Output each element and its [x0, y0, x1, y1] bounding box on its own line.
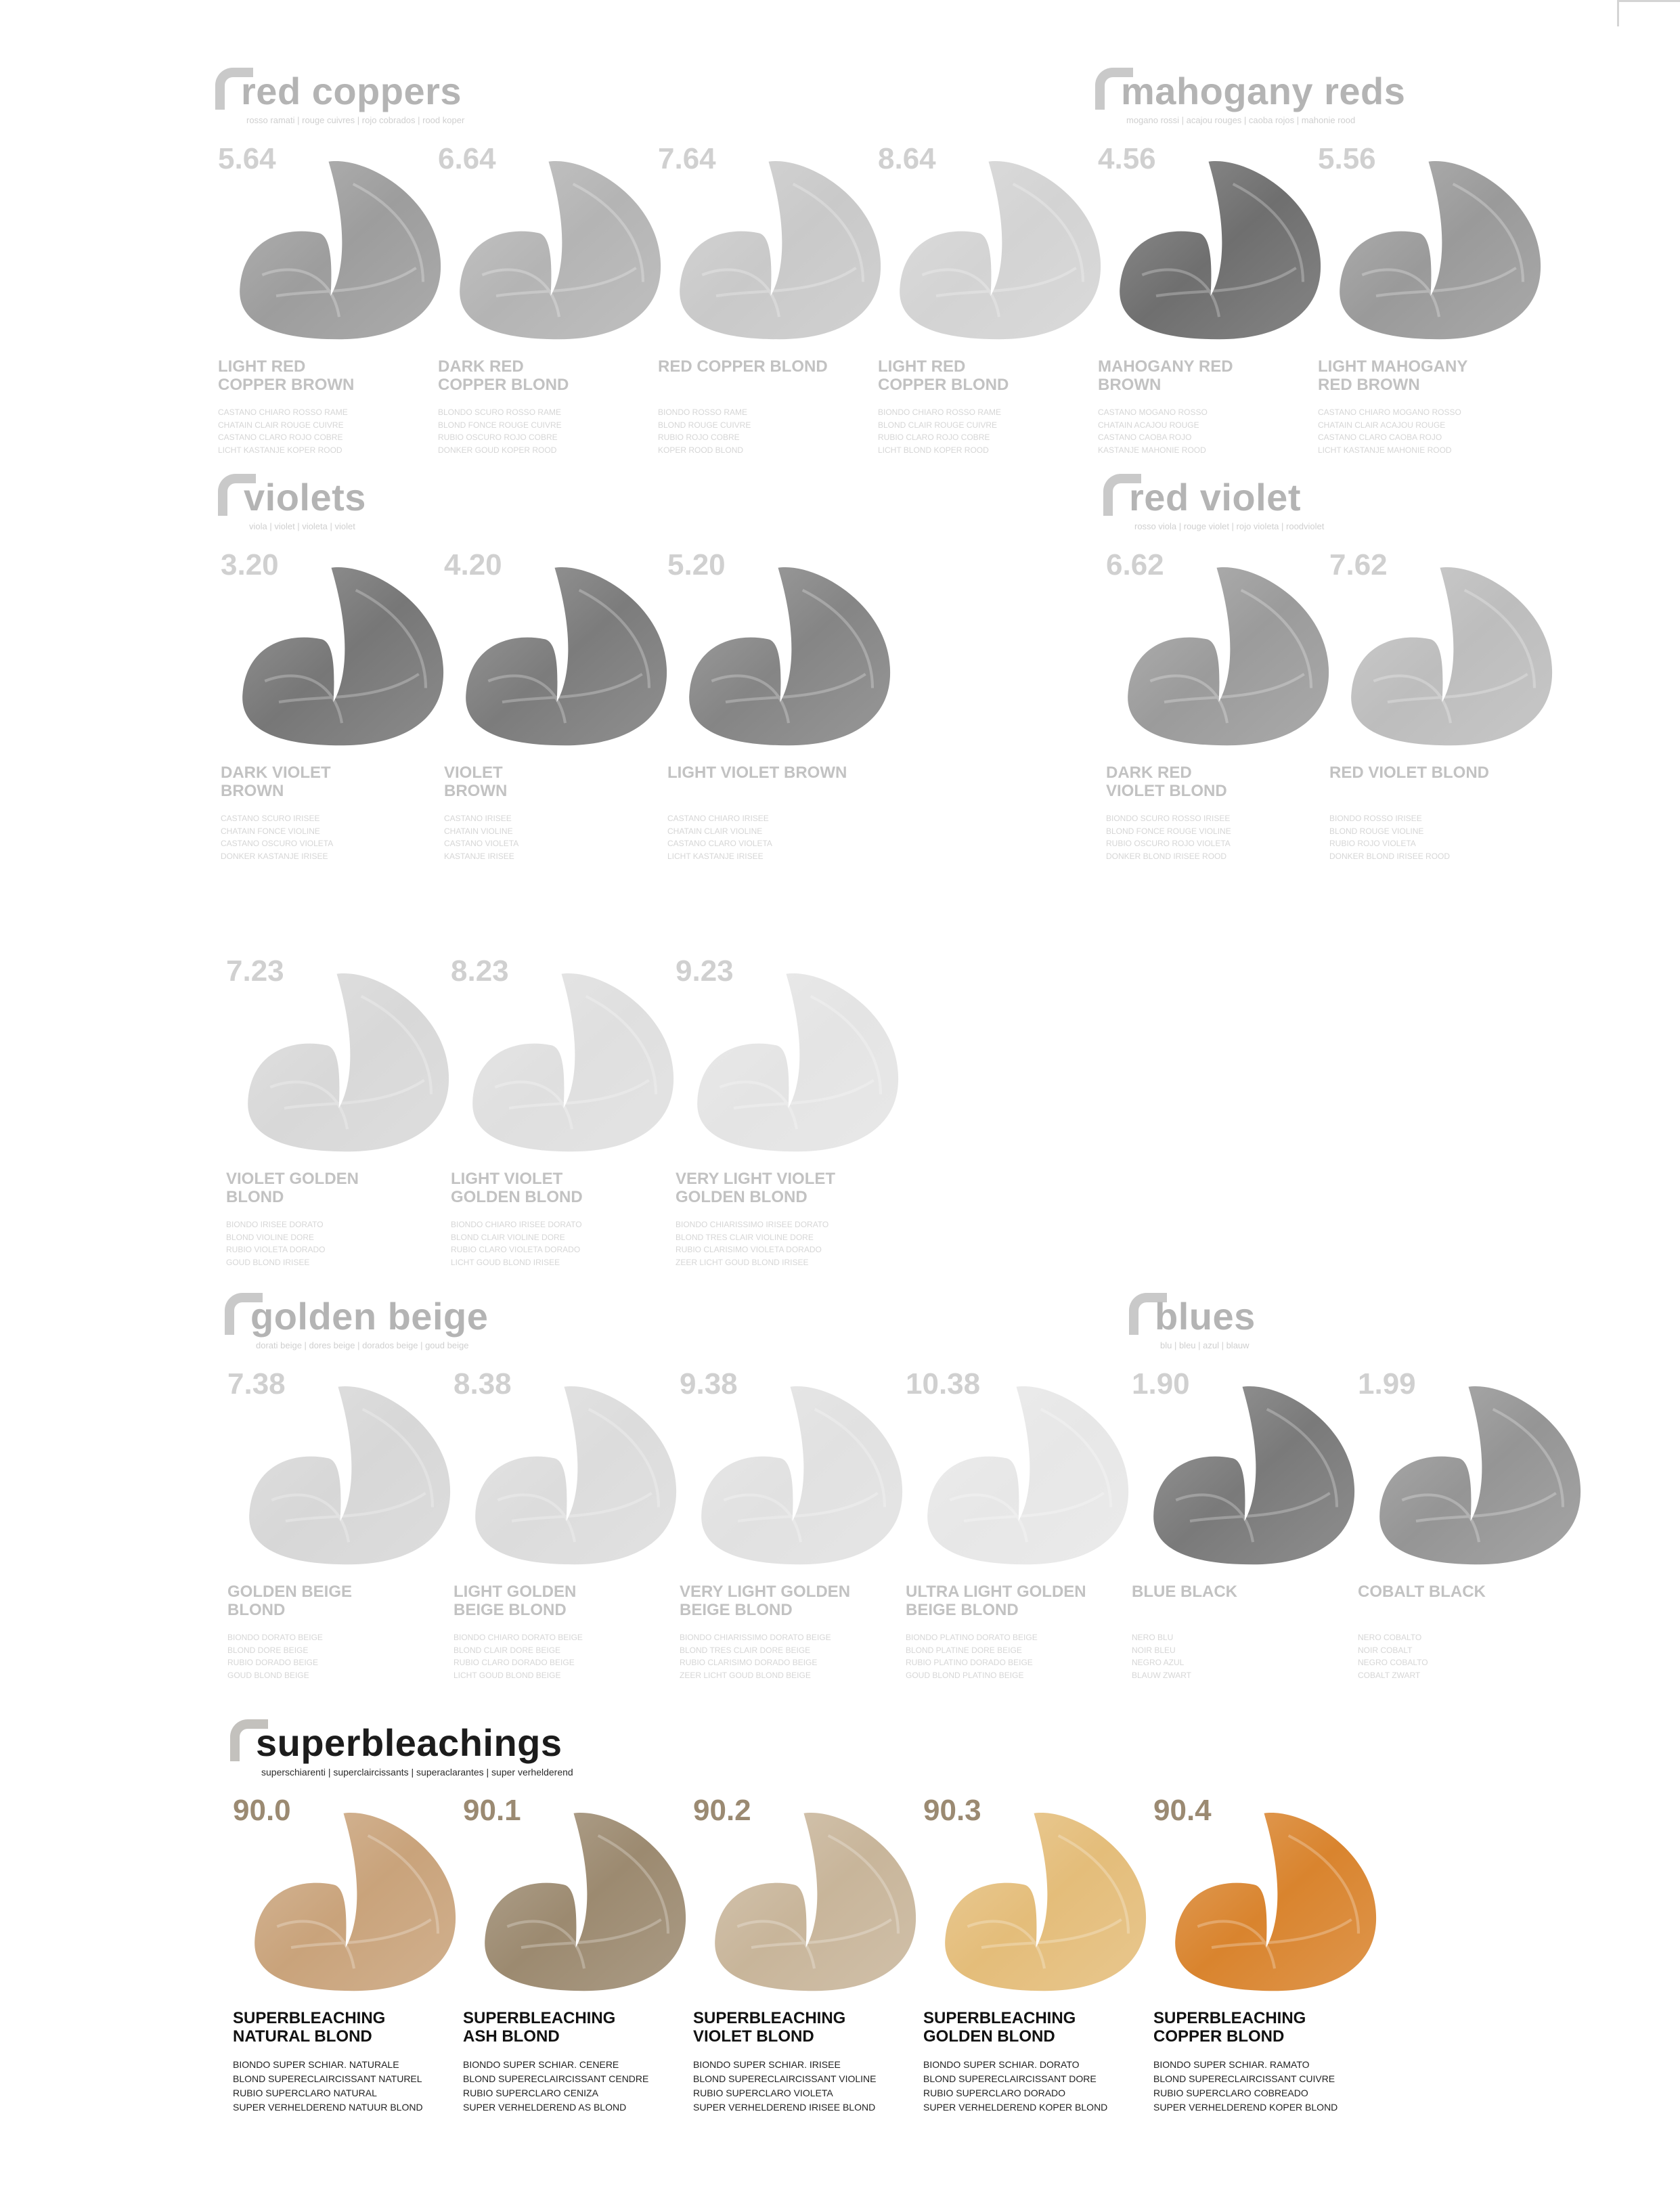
color-swatch: [451, 1367, 674, 1713]
shade-translations: [451, 1218, 667, 1269]
color-swatch: [441, 548, 665, 894]
hair-lock-icon: [237, 562, 447, 751]
shade-code: 90.0: [233, 1794, 291, 1827]
shade-translations: [1329, 812, 1546, 862]
translation-line: BLOND SUPERECLAIRCISSANT CENDRE: [463, 2073, 649, 2084]
hair-swatch-image: [940, 1807, 1149, 1997]
corner-crop-mark: [1617, 0, 1680, 26]
shade-code: 7.64: [658, 142, 716, 175]
translation-line: CASTANO CHIARO ROSSO RAME: [218, 407, 348, 417]
shade-name: COBALT BLACK: [1358, 1583, 1486, 1601]
shade-name: BLUE BLACK: [1132, 1583, 1237, 1601]
shade-translations: [1318, 406, 1534, 456]
translation-line: NOIR BLEU: [1132, 1645, 1176, 1655]
hair-swatch-image: [709, 1807, 919, 1997]
hair-swatch-image: [696, 1381, 906, 1570]
translation-line: BIONDO PLATINO DORATO BEIGE: [906, 1633, 1038, 1642]
shade-translations: [227, 1631, 444, 1681]
translation-line: BLAUW ZWART: [1132, 1670, 1192, 1680]
color-swatch: [215, 142, 439, 487]
hair-lock-icon: [1346, 562, 1555, 751]
translation-line: DONKER BLOND IRISEE ROOD: [1106, 851, 1227, 861]
translation-line: KOPER ROOD BLOND: [658, 445, 744, 455]
shade-name: VERY LIGHT GOLDEN BEIGE BLOND: [680, 1583, 851, 1619]
translation-line: BIONDO SUPER SCHIAR. DORATO: [923, 2059, 1080, 2070]
hair-swatch-image: [237, 562, 447, 751]
shade-translations: [463, 2058, 680, 2115]
shade-name: SUPERBLEACHING GOLDEN BLOND: [923, 2009, 1076, 2046]
color-swatch: [677, 1367, 900, 1713]
shade-name: DARK VIOLET BROWN: [221, 764, 331, 800]
shade-code: 6.62: [1106, 548, 1164, 581]
translation-line: BLOND VIOLINE DORE: [226, 1232, 315, 1242]
translation-line: BLOND PLATINE DORE BEIGE: [906, 1645, 1022, 1655]
translation-line: LICHT KASTANJE MAHONIE ROOD: [1318, 445, 1452, 455]
shade-translations: [1153, 2058, 1370, 2115]
shade-code: 7.38: [227, 1367, 286, 1400]
color-swatch: [1327, 548, 1550, 894]
translation-line: SUPER VERHELDEREND AS BLOND: [463, 2102, 627, 2113]
hair-lock-icon: [460, 562, 670, 751]
hair-lock-icon: [1148, 1381, 1358, 1570]
shade-translations: [438, 406, 655, 456]
shade-code: 3.20: [221, 548, 279, 581]
translation-line: LICHT GOUD BLOND BEIGE: [454, 1670, 561, 1680]
shade-code: 8.64: [878, 142, 936, 175]
shade-name: LIGHT VIOLET GOLDEN BLOND: [451, 1170, 583, 1206]
hair-lock-icon: [1122, 562, 1332, 751]
hair-lock-icon: [479, 1807, 689, 1997]
translation-line: DONKER BLOND IRISEE ROOD: [1329, 851, 1451, 861]
translation-line: BLONDO SCURO ROSSO RAME: [438, 407, 562, 417]
shade-name: VIOLET GOLDEN BLOND: [226, 1170, 359, 1206]
translation-line: NERO COBALTO: [1358, 1633, 1422, 1642]
shade-code: 7.62: [1329, 548, 1388, 581]
translation-line: NEGRO COBALTO: [1358, 1658, 1428, 1667]
translation-line: GOUD BLOND BEIGE: [227, 1670, 309, 1680]
translation-line: BIONDO CHIARISSIMO IRISEE DORATO: [676, 1220, 829, 1229]
translation-line: RUBIO PLATINO DORADO BEIGE: [906, 1658, 1033, 1667]
translation-line: CASTANO CLARO CAOBA ROJO: [1318, 433, 1442, 442]
shade-name: SUPERBLEACHING VIOLET BLOND: [693, 2009, 846, 2046]
translation-line: CASTANO VIOLETA: [444, 839, 519, 848]
color-swatch: [690, 1794, 914, 2139]
hair-lock-icon: [1374, 1381, 1584, 1570]
shade-code: 9.38: [680, 1367, 738, 1400]
hair-lock-icon: [894, 156, 1104, 345]
translation-line: CASTANO OSCURO VIOLETA: [221, 839, 334, 848]
hair-swatch-image: [460, 562, 670, 751]
translation-line: DONKER KASTANJE IRISEE: [221, 851, 328, 861]
translation-line: BIONDO DORATO BEIGE: [227, 1633, 323, 1642]
translation-line: BIONDO CHIARO DORATO BEIGE: [454, 1633, 583, 1642]
translation-line: ZEER LICHT GOUD BLOND BEIGE: [680, 1670, 811, 1680]
hair-lock-icon: [696, 1381, 906, 1570]
section-subtitle: blu | bleu | azul | blauw: [1160, 1340, 1250, 1350]
section-title: mahogany reds: [1121, 70, 1406, 112]
shade-name: MAHOGANY RED BROWN: [1098, 357, 1233, 394]
translation-line: CASTANO CLARO VIOLETA: [667, 839, 772, 848]
shade-translations: [923, 2058, 1140, 2115]
shade-code: 1.90: [1132, 1367, 1190, 1400]
translation-line: RUBIO CLARO VIOLETA DORADO: [451, 1245, 581, 1254]
shade-name: GOLDEN BEIGE BLOND: [227, 1583, 353, 1619]
translation-line: RUBIO DORADO BEIGE: [227, 1658, 319, 1667]
translation-line: CASTANO MOGANO ROSSO: [1098, 407, 1208, 417]
shade-translations: [444, 812, 661, 862]
shade-translations: [878, 406, 1095, 456]
translation-line: DONKER GOUD KOPER ROOD: [438, 445, 557, 455]
hair-swatch-image: [1148, 1381, 1358, 1570]
hair-swatch-image: [1170, 1807, 1379, 1997]
translation-line: CHATAIN VIOLINE: [444, 826, 513, 836]
shade-name: RED VIOLET BLOND: [1329, 764, 1490, 782]
translation-line: LICHT KASTANJE IRISEE: [667, 851, 764, 861]
color-swatch: [225, 1367, 448, 1713]
shade-name: VIOLET BROWN: [444, 764, 508, 800]
section-subtitle: viola | violet | violeta | violet: [249, 521, 355, 531]
section-subtitle: dorati beige | dores beige | dorados beige | goud beige: [256, 1340, 469, 1350]
translation-line: LICHT BLOND KOPER ROOD: [878, 445, 989, 455]
color-swatch: [1315, 142, 1539, 487]
color-swatch: [921, 1794, 1144, 2139]
shade-translations: [1098, 406, 1314, 456]
shade-name: VERY LIGHT VIOLET GOLDEN BLOND: [676, 1170, 836, 1206]
translation-line: BIONDO CHIARO IRISEE DORATO: [451, 1220, 582, 1229]
translation-line: RUBIO SUPERCLARO DORADO: [923, 2088, 1066, 2098]
hair-lock-icon: [922, 1381, 1132, 1570]
color-swatch: [223, 954, 447, 1300]
translation-line: BLOND TRES CLAIR VIOLINE DORE: [676, 1232, 814, 1242]
shade-translations: [454, 1631, 670, 1681]
hair-lock-icon: [249, 1807, 459, 1997]
translation-line: BIONDO CHIARO ROSSO RAME: [878, 407, 1002, 417]
section-subtitle: superschiarenti | superclaircissants | superaclarantes | super verhelderend: [261, 1767, 573, 1778]
translation-line: RUBIO SUPERCLARO COBREADO: [1153, 2088, 1308, 2098]
shade-translations: [1106, 812, 1323, 862]
section-subtitle: rosso ramati | rouge cuivres | rojo cobrados | rood koper: [246, 115, 465, 125]
shade-name: DARK RED COPPER BLOND: [438, 357, 569, 394]
shade-translations: [233, 2058, 449, 2115]
section-title: golden beige: [250, 1295, 489, 1338]
shade-translations: [906, 1631, 1122, 1681]
hair-swatch-image: [467, 968, 677, 1157]
section-subtitle: rosso viola | rouge violet | rojo violeta | roodviolet: [1134, 521, 1325, 531]
hair-lock-icon: [470, 1381, 680, 1570]
translation-line: RUBIO OSCURO ROJO COBRE: [438, 433, 558, 442]
translation-line: BIONDO CHIARISSIMO DORATO BEIGE: [680, 1633, 831, 1642]
hair-lock-icon: [684, 562, 893, 751]
translation-line: RUBIO SUPERCLARO NATURAL: [233, 2088, 377, 2098]
shade-translations: [1132, 1631, 1348, 1681]
section-title: violets: [244, 476, 366, 519]
hair-lock-icon: [709, 1807, 919, 1997]
shade-code: 10.38: [906, 1367, 981, 1400]
shade-name: LIGHT RED COPPER BLOND: [878, 357, 1009, 394]
shade-translations: [693, 2058, 910, 2115]
shade-code: 90.1: [463, 1794, 521, 1827]
translation-line: CHATAIN FONCE VIOLINE: [221, 826, 320, 836]
shade-name: SUPERBLEACHING ASH BLOND: [463, 2009, 616, 2046]
shade-translations: [1358, 1631, 1574, 1681]
translation-line: COBALT ZWART: [1358, 1670, 1421, 1680]
translation-line: CASTANO CAOBA ROJO: [1098, 433, 1192, 442]
translation-line: BIONDO SUPER SCHIAR. CENERE: [463, 2059, 619, 2070]
color-swatch: [673, 954, 896, 1300]
translation-line: LICHT GOUD BLOND IRISEE: [451, 1257, 560, 1267]
hair-swatch-image: [1374, 1381, 1584, 1570]
translation-line: SUPER VERHELDEREND KOPER BLOND: [1153, 2102, 1338, 2113]
translation-line: BIONDO SCURO ROSSO IRISEE: [1106, 814, 1231, 823]
translation-line: BLOND ROUGE CUIVRE: [658, 420, 751, 430]
hair-lock-icon: [244, 1381, 454, 1570]
color-swatch: [460, 1794, 684, 2139]
hair-swatch-image: [470, 1381, 680, 1570]
shade-code: 5.64: [218, 142, 276, 175]
translation-line: BIONDO ROSSO RAME: [658, 407, 748, 417]
translation-line: LICHT KASTANJE KOPER ROOD: [218, 445, 342, 455]
hair-swatch-image: [674, 156, 884, 345]
color-swatch: [1355, 1367, 1578, 1713]
shade-code: 90.4: [1153, 1794, 1212, 1827]
hair-swatch-image: [1122, 562, 1332, 751]
translation-line: BIONDO SUPER SCHIAR. RAMATO: [1153, 2059, 1310, 2070]
translation-line: BLOND SUPERECLAIRCISSANT DORE: [923, 2073, 1097, 2084]
shade-code: 7.23: [226, 954, 284, 988]
translation-line: BLOND SUPERECLAIRCISSANT VIOLINE: [693, 2073, 877, 2084]
hair-swatch-image: [1346, 562, 1555, 751]
translation-line: CHATAIN CLAIR VIOLINE: [667, 826, 763, 836]
shade-code: 6.64: [438, 142, 496, 175]
section-title: red coppers: [241, 70, 462, 112]
translation-line: CASTANO IRISEE: [444, 814, 512, 823]
translation-line: NERO BLU: [1132, 1633, 1174, 1642]
hair-swatch-image: [454, 156, 664, 345]
translation-line: BLOND DORE BEIGE: [227, 1645, 309, 1655]
shade-translations: [676, 1218, 892, 1269]
shade-translations: [218, 406, 435, 456]
shade-code: 5.20: [667, 548, 726, 581]
translation-line: BLOND ROUGE VIOLINE: [1329, 826, 1424, 836]
translation-line: CHATAIN CLAIR ROUGE CUIVRE: [218, 420, 344, 430]
color-swatch: [875, 142, 1099, 487]
shade-code: 5.56: [1318, 142, 1376, 175]
translation-line: RUBIO CLARO ROJO COBRE: [878, 433, 990, 442]
translation-line: RUBIO ROJO COBRE: [658, 433, 740, 442]
shade-code: 8.23: [451, 954, 509, 988]
translation-line: BLOND FONCE ROUGE VIOLINE: [1106, 826, 1231, 836]
hair-lock-icon: [692, 968, 902, 1157]
shade-translations: [221, 812, 437, 862]
shade-translations: [667, 812, 884, 862]
hair-lock-icon: [1334, 156, 1544, 345]
translation-line: BIONDO SUPER SCHIAR. NATURALE: [233, 2059, 399, 2070]
hair-lock-icon: [454, 156, 664, 345]
translation-line: BLOND SUPERECLAIRCISSANT NATUREL: [233, 2073, 422, 2084]
translation-line: GOUD BLOND PLATINO BEIGE: [906, 1670, 1024, 1680]
translation-line: NEGRO AZUL: [1132, 1658, 1185, 1667]
section-title: red violet: [1129, 476, 1301, 519]
translation-line: KASTANJE IRISEE: [444, 851, 514, 861]
translation-line: SUPER VERHELDEREND NATUUR BLOND: [233, 2102, 423, 2113]
color-swatch: [230, 1794, 454, 2139]
shade-name: LIGHT GOLDEN BEIGE BLOND: [454, 1583, 577, 1619]
translation-line: CHATAIN CLAIR ACAJOU ROUGE: [1318, 420, 1446, 430]
hair-swatch-image: [922, 1381, 1132, 1570]
translation-line: SUPER VERHELDEREND IRISEE BLOND: [693, 2102, 876, 2113]
hair-swatch-image: [692, 968, 902, 1157]
shade-name: SUPERBLEACHING COPPER BLOND: [1153, 2009, 1306, 2046]
shade-code: 90.2: [693, 1794, 751, 1827]
translation-line: GOUD BLOND IRISEE: [226, 1257, 310, 1267]
translation-line: BLOND CLAIR DORE BEIGE: [454, 1645, 561, 1655]
shade-name: DARK RED VIOLET BLOND: [1106, 764, 1227, 800]
hair-swatch-image: [249, 1807, 459, 1997]
translation-line: RUBIO SUPERCLARO CENIZA: [463, 2088, 598, 2098]
hair-lock-icon: [234, 156, 444, 345]
translation-line: BIONDO SUPER SCHIAR. IRISEE: [693, 2059, 841, 2070]
translation-line: BIONDO ROSSO IRISEE: [1329, 814, 1422, 823]
color-swatch: [655, 142, 879, 487]
translation-line: RUBIO ROJO VIOLETA: [1329, 839, 1416, 848]
translation-line: BLOND FONCE ROUGE CUIVRE: [438, 420, 562, 430]
translation-line: RUBIO CLARISIMO DORADO BEIGE: [680, 1658, 818, 1667]
translation-line: CASTANO CHIARO MOGANO ROSSO: [1318, 407, 1461, 417]
translation-line: RUBIO OSCURO ROJO VIOLETA: [1106, 839, 1231, 848]
section-subtitle: mogano rossi | acajou rouges | caoba rojos | mahonie rood: [1126, 115, 1356, 125]
shade-name: SUPERBLEACHING NATURAL BLOND: [233, 2009, 386, 2046]
color-swatch: [1129, 1367, 1352, 1713]
translation-line: BLOND TRES CLAIR DORE BEIGE: [680, 1645, 811, 1655]
color-swatch: [665, 548, 888, 894]
shade-translations: [658, 406, 875, 456]
shade-code: 1.99: [1358, 1367, 1416, 1400]
hair-lock-icon: [674, 156, 884, 345]
color-swatch: [1095, 142, 1319, 487]
hair-lock-icon: [467, 968, 677, 1157]
hair-swatch-image: [894, 156, 1104, 345]
shade-name: LIGHT VIOLET BROWN: [667, 764, 847, 782]
hair-swatch-image: [684, 562, 893, 751]
section-title: superbleachings: [256, 1721, 562, 1764]
hair-lock-icon: [940, 1807, 1149, 1997]
color-swatch: [435, 142, 659, 487]
shade-code: 4.20: [444, 548, 502, 581]
translation-line: BIONDO IRISEE DORATO: [226, 1220, 324, 1229]
translation-line: BLOND CLAIR ROUGE CUIVRE: [878, 420, 998, 430]
hair-swatch-image: [242, 968, 452, 1157]
shade-translations: [226, 1218, 443, 1269]
hair-swatch-image: [479, 1807, 689, 1997]
shade-name: RED COPPER BLOND: [658, 357, 828, 376]
translation-line: CASTANO CHIARO IRISEE: [667, 814, 769, 823]
color-swatch: [1151, 1794, 1374, 2139]
translation-line: BLOND SUPERECLAIRCISSANT CUIVRE: [1153, 2073, 1335, 2084]
shade-name: LIGHT MAHOGANY RED BROWN: [1318, 357, 1468, 394]
hair-swatch-image: [244, 1381, 454, 1570]
translation-line: RUBIO SUPERCLARO VIOLETA: [693, 2088, 833, 2098]
translation-line: ZEER LICHT GOUD BLOND IRISEE: [676, 1257, 809, 1267]
translation-line: CHATAIN ACAJOU ROUGE: [1098, 420, 1199, 430]
translation-line: CASTANO SCURO IRISEE: [221, 814, 320, 823]
shade-translations: [680, 1631, 896, 1681]
hair-lock-icon: [242, 968, 452, 1157]
shade-code: 9.23: [676, 954, 734, 988]
hair-swatch-image: [1114, 156, 1324, 345]
translation-line: RUBIO CLARISIMO VIOLETA DORADO: [676, 1245, 822, 1254]
color-swatch: [903, 1367, 1126, 1713]
color-swatch: [1103, 548, 1327, 894]
shade-code: 4.56: [1098, 142, 1156, 175]
translation-line: KASTANJE MAHONIE ROOD: [1098, 445, 1206, 455]
hair-swatch-image: [234, 156, 444, 345]
shade-name: LIGHT RED COPPER BROWN: [218, 357, 355, 394]
translation-line: NOIR COBALT: [1358, 1645, 1413, 1655]
shade-code: 90.3: [923, 1794, 981, 1827]
hair-lock-icon: [1170, 1807, 1379, 1997]
translation-line: CASTANO CLARO ROJO COBRE: [218, 433, 343, 442]
section-title: blues: [1155, 1295, 1256, 1338]
translation-line: SUPER VERHELDEREND KOPER BLOND: [923, 2102, 1108, 2113]
translation-line: RUBIO CLARO DORADO BEIGE: [454, 1658, 575, 1667]
shade-name: ULTRA LIGHT GOLDEN BEIGE BLOND: [906, 1583, 1086, 1619]
hair-swatch-image: [1334, 156, 1544, 345]
color-swatch: [218, 548, 441, 894]
translation-line: BLOND CLAIR VIOLINE DORE: [451, 1232, 565, 1242]
shade-code: 8.38: [454, 1367, 512, 1400]
color-swatch: [448, 954, 671, 1300]
translation-line: RUBIO VIOLETA DORADO: [226, 1245, 326, 1254]
hair-lock-icon: [1114, 156, 1324, 345]
